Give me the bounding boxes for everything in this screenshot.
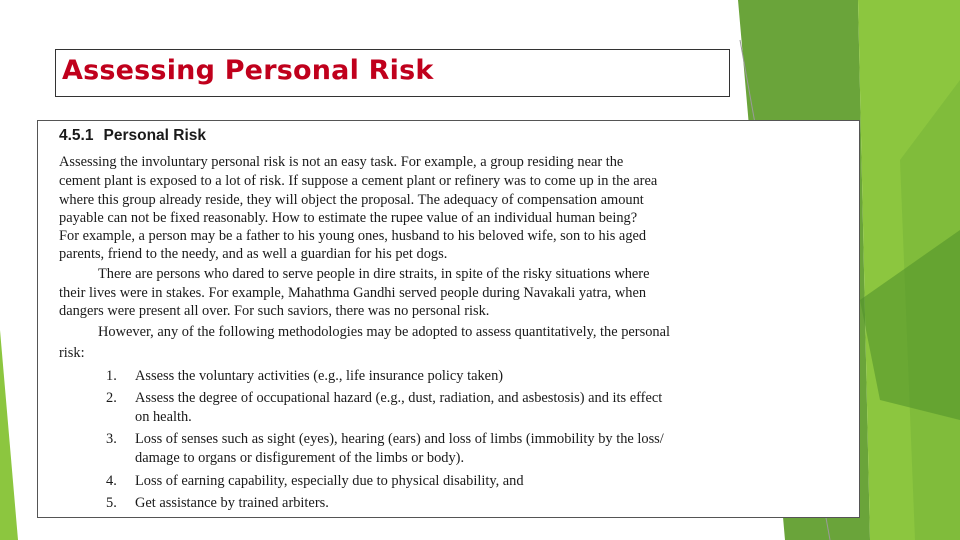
paragraph-line: their lives were in stakes. For example, Mahathma Gandhi served people during Navakali yatra, when <box>59 285 647 301</box>
list-item-text: on health. <box>135 409 192 425</box>
list-item-number: 5. <box>106 495 117 511</box>
paragraph-line: parents, friend to the needy, and as well a guardian for his pet dogs. <box>59 246 448 262</box>
slide-title: Assessing Personal Risk <box>62 55 434 86</box>
paragraph-line: payable can not be fixed reasonably. How to estimate the rupee value of an individual human being? <box>59 210 638 226</box>
list-item-text: Assess the voluntary activities (e.g., life insurance policy taken) <box>135 368 504 384</box>
section-heading <box>59 127 206 145</box>
paragraph-line: However, any of the following methodologies may be adopted to assess quantitatively, the personal <box>98 324 670 340</box>
paragraph-line: dangers were present all over. For such saviors, there was no personal risk. <box>59 303 490 319</box>
left-green-sliver <box>0 330 18 540</box>
scanned-document-image <box>37 120 860 518</box>
list-item-number: 1. <box>106 368 117 384</box>
paragraph-line: Assessing the involuntary personal risk is not an easy task. For example, a group residing near the <box>59 154 624 170</box>
section-number: 4.5.1 <box>59 127 94 144</box>
list-item-number: 3. <box>106 431 117 447</box>
list-item-text: Assess the degree of occupational hazard (e.g., dust, radiation, and asbestosis) and its effect <box>135 390 663 406</box>
paragraph-line: cement plant is exposed to a lot of risk. If suppose a cement plant or refinery was to come up in the area <box>59 173 658 189</box>
list-item-text: Loss of senses such as sight (eyes), hearing (ears) and loss of limbs (immobility by the loss/ <box>135 431 664 447</box>
list-item-text: Loss of earning capability, especially due to physical disability, and <box>135 473 524 489</box>
section-title: Personal Risk <box>103 127 207 144</box>
list-item-number: 2. <box>106 390 117 406</box>
list-item-text: Get assistance by trained arbiters. <box>135 495 329 511</box>
paragraph-line: where this group already reside, they will object the proposal. The adequacy of compensation amount <box>59 192 644 208</box>
paragraph-line: risk: <box>59 345 85 361</box>
slide-title-box <box>55 49 730 97</box>
paragraph-line: For example, a person may be a father to his young ones, husband to his beloved wife, son to his aged <box>59 228 647 244</box>
list-item-text: damage to organs or disfigurement of the limbs or body). <box>135 450 465 466</box>
list-item-number: 4. <box>106 473 117 489</box>
paragraph-line: There are persons who dared to serve people in dire straits, in spite of the risky situations where <box>98 266 650 282</box>
